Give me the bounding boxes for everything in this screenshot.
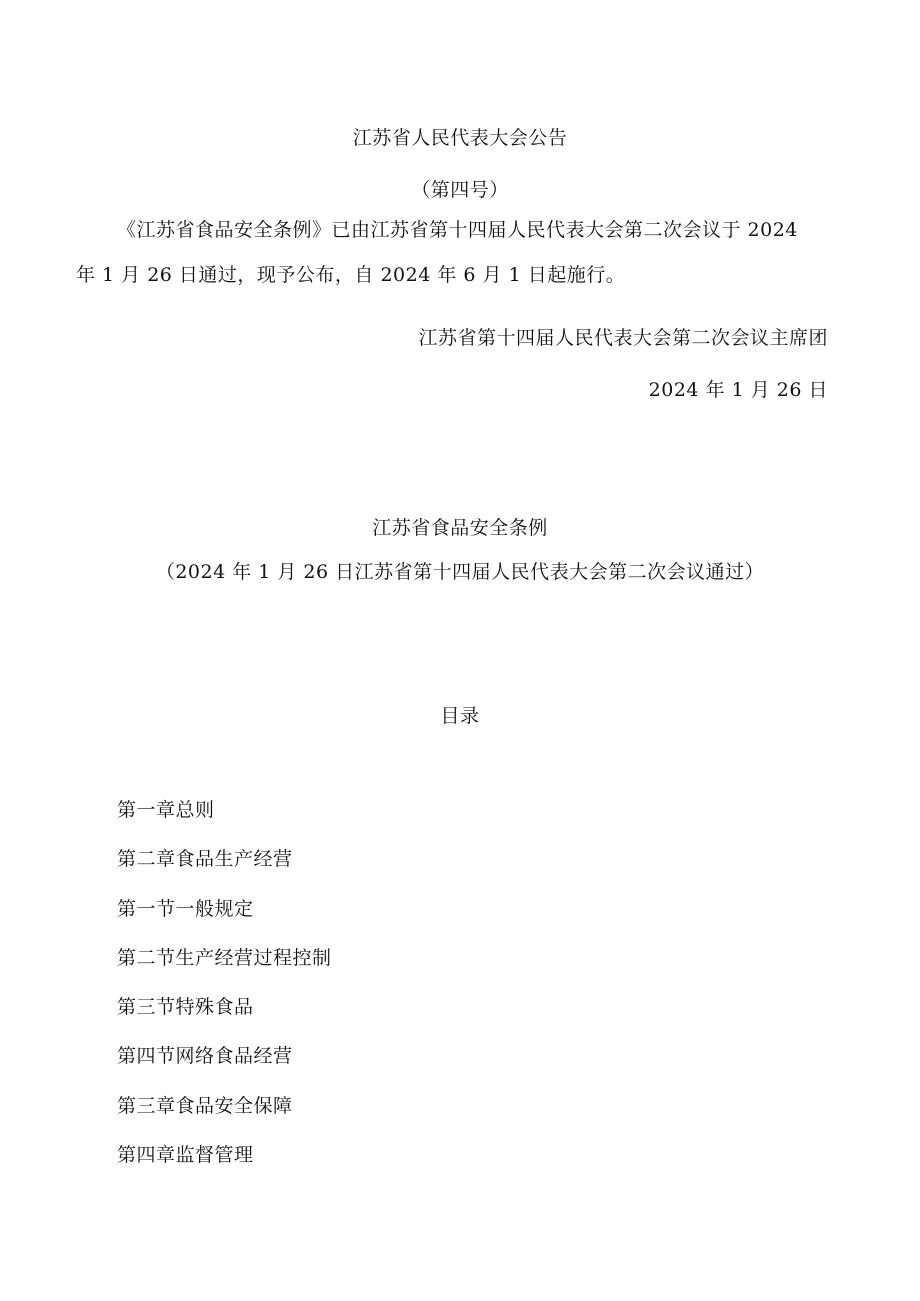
announcement-title: 江苏省人民代表大会公告 [352,127,568,149]
announcement-body-line-1: 《江苏省食品安全条例》已由江苏省第十四届人民代表大会第二次会议于 2024 [117,219,798,241]
toc-heading: 目录 [440,705,480,727]
toc-item: 第四章监督管理 [117,1144,254,1166]
announcement-body-line-2: 年 1 月 26 日通过，现予公布，自 2024 年 6 月 1 日起施行。 [76,264,626,286]
regulation-subtitle: （2024 年 1 月 26 日江苏省第十四届人民代表大会第二次会议通过） [155,561,765,583]
toc-item: 第一章总则 [117,799,215,821]
regulation-title: 江苏省食品安全条例 [372,517,548,539]
toc-item: 第三节特殊食品 [117,996,254,1018]
toc-item: 第四节网络食品经营 [117,1045,293,1067]
announcement-issuer: 江苏省第十四届人民代表大会第二次会议主席团 [418,327,828,349]
toc-item: 第一节一般规定 [117,898,254,920]
announcement-date: 2024 年 1 月 26 日 [648,379,828,401]
toc-item: 第三章食品安全保障 [117,1095,293,1117]
toc-item: 第二节生产经营过程控制 [117,947,332,969]
toc-item: 第二章食品生产经营 [117,848,293,870]
announcement-number: （第四号） [411,179,509,201]
